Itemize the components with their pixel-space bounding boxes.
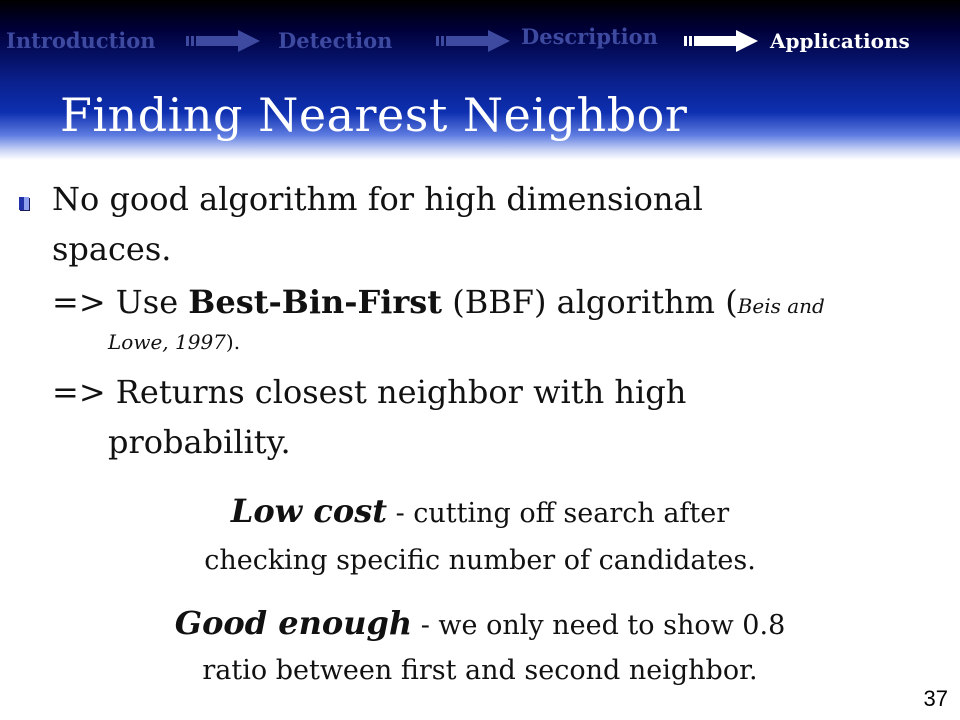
bullet-square-icon <box>19 197 29 210</box>
page-number: 37 <box>923 686 948 711</box>
arrow-right-icon <box>186 30 260 52</box>
body-text: ). <box>225 330 241 354</box>
body-line: => Returns closest neighbor with high <box>52 373 687 411</box>
body-text: (BBF) algorithm ( <box>442 283 738 321</box>
nav-item-description[interactable]: Description <box>521 24 658 49</box>
citation-text: Beis and <box>737 294 825 318</box>
body-line: No good algorithm for high dimensional <box>52 180 703 218</box>
nav-item-applications[interactable]: Applications <box>770 29 910 53</box>
point-text: - we only need to show 0.8 <box>412 610 786 641</box>
arrow-right-icon <box>684 30 758 52</box>
point-text: checking specific number of candidates. <box>204 545 756 576</box>
body-line: spaces. <box>52 230 172 268</box>
algorithm-name: Best-Bin-First <box>188 283 443 321</box>
point-text: ratio between first and second neighbor. <box>202 655 758 686</box>
nav-item-introduction[interactable]: Introduction <box>6 28 156 53</box>
point-low-cost <box>80 492 880 530</box>
point-good-enough <box>80 604 880 642</box>
point-heading: Good enough <box>174 604 413 642</box>
body-line: probability. <box>108 423 291 461</box>
slide-title: Finding Nearest Neighbor <box>60 88 688 142</box>
point-heading: Low cost <box>230 492 387 530</box>
citation-text: Lowe, 1997 <box>108 330 226 354</box>
body-line <box>52 283 825 321</box>
nav-item-detection[interactable]: Detection <box>278 28 393 53</box>
body-line <box>108 330 240 354</box>
point-text: - cutting off search after <box>386 498 730 529</box>
body-text: => Use <box>52 283 189 321</box>
arrow-right-icon <box>436 30 510 52</box>
